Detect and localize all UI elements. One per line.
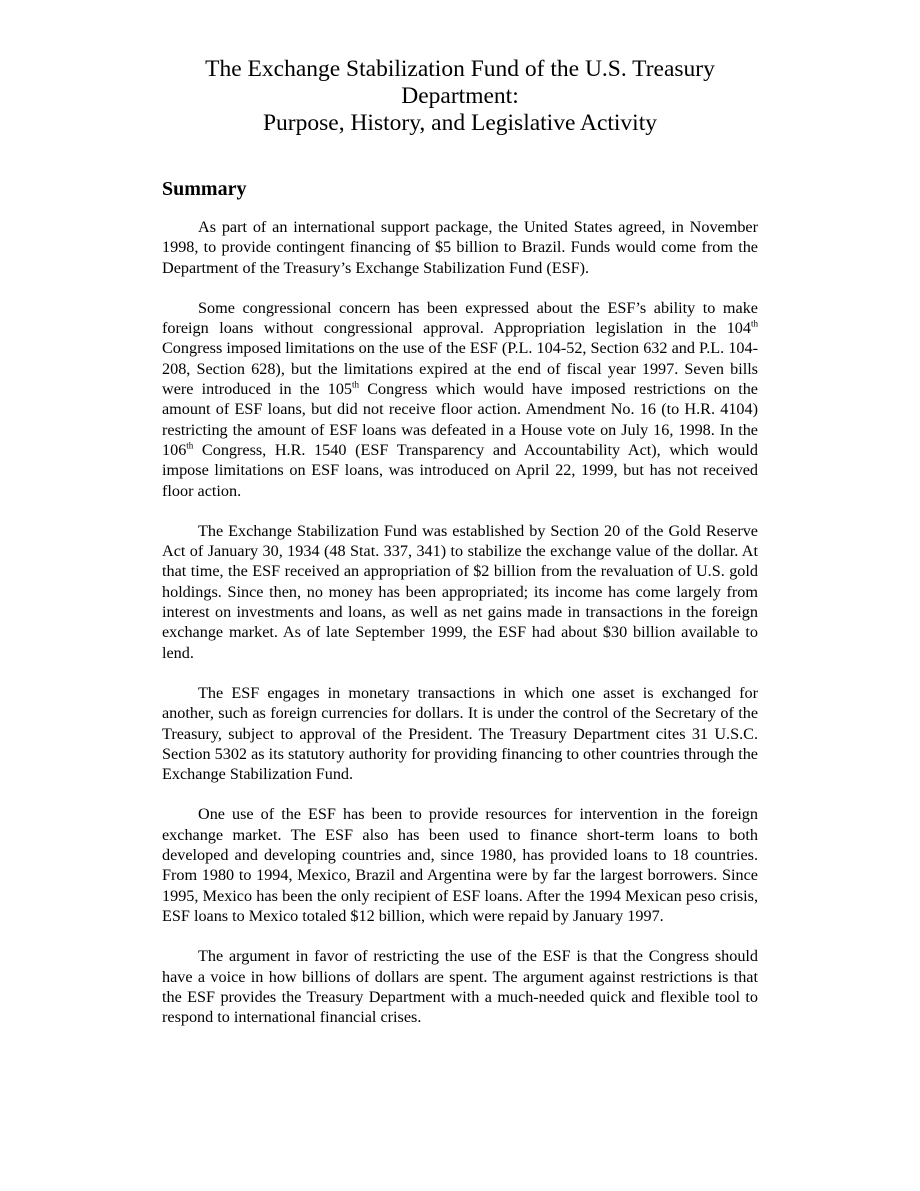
title-line-3: Purpose, History, and Legislative Activity (262, 110, 657, 136)
title-line-1: The Exchange Stabilization Fund of the U.S. Treasury (205, 56, 715, 82)
document-title (162, 56, 758, 137)
paragraph-monetary-transactions: The ESF engages in monetary transactions in which one asset is exchanged for another, such as foreign currencies for dollars. It is under the control of the Secretary of the Treasury, subject to approval of the President. The Treasury Department cites 31 U.S.C. Section 5302 as its statutory authority for providing financing to other countries through the Exchange Stabilization Fund. (162, 683, 758, 784)
paragraph-esf-establishment: The Exchange Stabilization Fund was established by Section 20 of the Gold Reserve Act of January 30, 1934 (48 Stat. 337, 341) to stabilize the exchange value of the dollar. At that time, the ESF received an appropriation of $2 billion from the revaluation of U.S. gold holdings. Since then, no money has been appropriated; its income has come largely from interest on investments and loans, as well as net gains made in transactions in the foreign exchange market. As of late September 1999, the ESF had about $30 billion available to lend. (162, 521, 758, 662)
ordinal-superscript: th (750, 318, 758, 329)
document-page (162, 56, 758, 1027)
paragraph-text: Congress which would have imposed restrictions on the amount of ESF loans, but did not receive floor action. Amendment No. 16 (to H.R. 4104) restricting the amount of ESF loans was defeated in a House vote on July 16, 1998. In the 106 (162, 380, 758, 459)
summary-heading: Summary (162, 178, 247, 200)
paragraph-text: Congress imposed limitations on the use of the ESF (P.L. 104-52, Section 632 and P.L. 104-208, Section 628), but the limitations expired at the end of fiscal year 1997. Seven bills were introduced in the 105 (162, 339, 758, 399)
paragraph-congressional-concern (162, 298, 758, 501)
paragraph-text: Some congressional concern has been expressed about the ESF’s ability to make foreign loans without congressional approval. Appropriation legislation in the 104 (162, 298, 758, 338)
ordinal-superscript: th (186, 440, 194, 451)
paragraph-text: Congress, H.R. 1540 (ESF Transparency and Accountability Act), which would impose limitations on ESF loans, was introduced on April 22, 1999, but has not received floor action. (162, 440, 758, 500)
ordinal-superscript: th (352, 379, 360, 390)
paragraph-brazil-financing: As part of an international support package, the United States agreed, in November 1998, to provide contingent financing of $5 billion to Brazil. Funds would come from the Department of the Treasury’s Exchange Stabilization Fund (ESF). (162, 218, 758, 277)
title-line-2: Department: (401, 83, 519, 109)
paragraph-esf-uses: One use of the ESF has been to provide resources for intervention in the foreign exchange market. The ESF also has been used to finance short-term loans to both developed and developing countries and, since 1980, has provided loans to 18 countries. From 1980 to 1994, Mexico, Brazil and Argentina were by far the largest borrowers. Since 1995, Mexico has been the only recipient of ESF loans. After the 1994 Mexican peso crisis, ESF loans to Mexico totaled $12 billion, which were repaid by January 1997. (162, 805, 758, 925)
paragraph-arguments: The argument in favor of restricting the use of the ESF is that the Congress should have a voice in how billions of dollars are spent. The argument against restrictions is that the ESF provides the Treasury Department with a much-needed quick and flexible tool to respond to international financial crises. (162, 947, 758, 1027)
